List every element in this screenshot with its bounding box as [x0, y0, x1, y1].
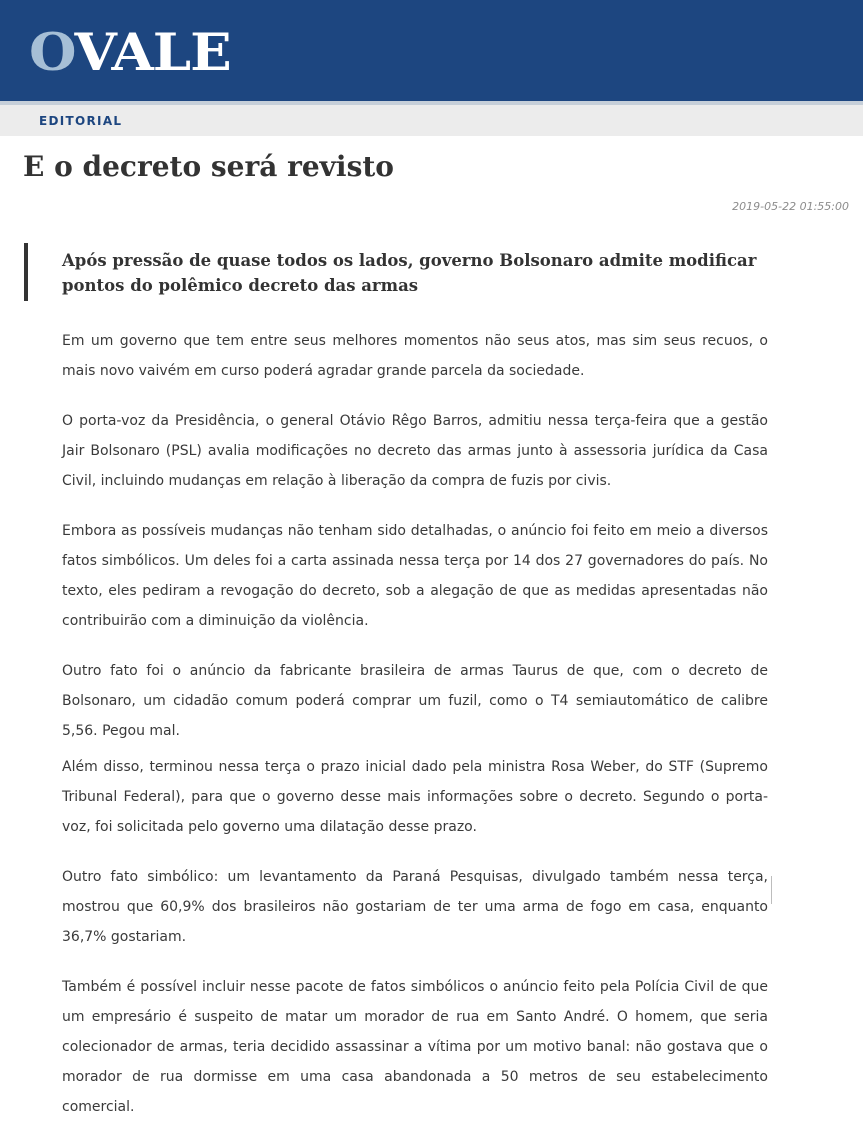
article-paragraph: O porta-voz da Presidência, o general Otávio Rêgo Barros, admitiu nessa terça-feira que a gestão Jair Bolsonaro (PSL) avalia modificações no decreto das armas junto à assessoria jurídica da Casa Civil, incluindo mudanças em relação à liberação da compra de fuzis por civis.	[62, 413, 768, 489]
article-body	[62, 326, 768, 1142]
section-link-editorial[interactable]: EDITORIAL	[39, 114, 123, 128]
article-date: 2019-05-22 01:55:00	[732, 200, 849, 213]
article-title: E o decreto será revisto	[23, 150, 394, 183]
section-bar	[0, 101, 863, 136]
article-paragraph: Além disso, terminou nessa terça o prazo inicial dado pela ministra Rosa Weber, do STF (Supremo Tribunal Federal), para que o governo desse mais informações sobre o decreto. Segundo o porta-voz, foi solicitada pelo governo uma dilatação desse prazo.	[62, 759, 768, 835]
logo-letter-o: O	[29, 23, 75, 83]
article-paragraph: Em um governo que tem entre seus melhores momentos não seus atos, mas sim seus recuos, o mais novo vaivém em curso poderá agradar grande parcela da sociedade.	[62, 333, 768, 379]
logo-wordmark: VALE	[74, 23, 231, 83]
masthead	[0, 0, 863, 101]
article-paragraph: Embora as possíveis mudanças não tenham sido detalhadas, o anúncio foi feito em meio a diversos fatos simbólicos. Um deles foi a carta assinada nessa terça por 14 dos 27 governadores do país. No texto, eles pediram a revogação do decreto, sob a alegação de que as medidas apresentadas não contribuirão com a diminuição da violência.	[62, 523, 768, 629]
site-logo[interactable]	[29, 23, 231, 83]
article-paragraph: Outro fato simbólico: um levantamento da Paraná Pesquisas, divulgado também nessa terça, mostrou que 60,9% dos brasileiros não gostariam de ter uma arma de fogo em casa, enquanto 36,7% gostariam.	[62, 869, 768, 945]
text-cursor-mark	[771, 876, 772, 904]
article-paragraph: Outro fato foi o anúncio da fabricante brasileira de armas Taurus de que, com o decreto de Bolsonaro, um cidadão comum poderá comprar um fuzil, como o T4 semiautomático de calibre 5,56. Pegou mal.	[62, 663, 768, 739]
article-subtitle-text: Após pressão de quase todos os lados, governo Bolsonaro admite modificar pontos do polêmico decreto das armas	[62, 251, 757, 295]
article-subtitle	[24, 243, 804, 301]
article-paragraph: Também é possível incluir nesse pacote de fatos simbólicos o anúncio feito pela Polícia Civil de que um empresário é suspeito de matar um morador de rua em Santo André. O homem, que seria colecionador de armas, teria decidido assassinar a vítima por um motivo banal: não gostava que o morador de rua dormisse em uma casa abandonada a 50 metros de seu estabelecimento comercial.	[62, 979, 768, 1115]
section-bar-accent	[0, 101, 863, 105]
